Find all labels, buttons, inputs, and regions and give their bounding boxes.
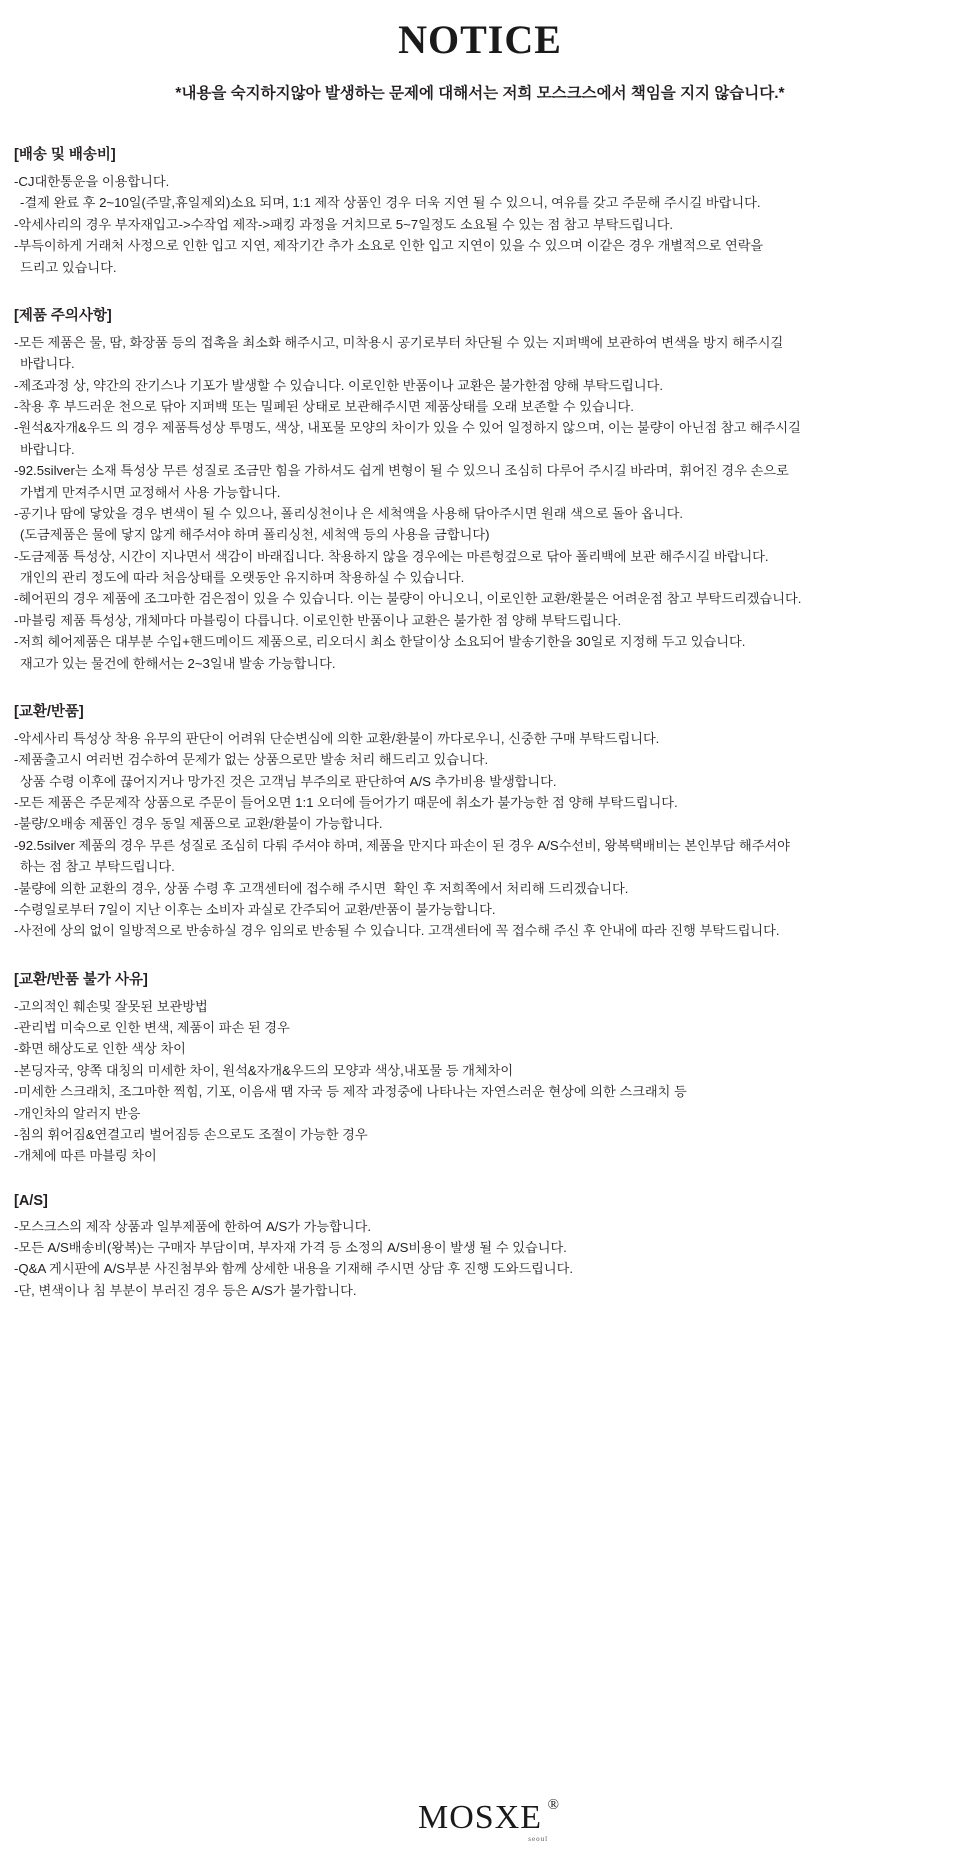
page-subtitle: *내용을 숙지하지않아 발생하는 문제에 대해서는 저희 모스크스에서 책임을 지지 않습니다.* [175, 85, 785, 102]
notice-line: -사전에 상의 없이 일방적으로 반송하실 경우 임의로 반송될 수 있습니다. 고객센터에 꼭 접수해 주신 후 안내에 따라 진행 부탁드립니다. [14, 923, 780, 939]
notice-line: 상품 수령 이후에 끊어지거나 망가진 것은 고객님 부주의로 판단하여 A/S 추가비용 발생합니다. [20, 773, 557, 789]
section-heading: [제품 주의사항] [14, 307, 112, 324]
notice-line: -저희 헤어제품은 대부분 수입+핸드메이드 제품으로, 리오더시 최소 한달이상 소요되어 발송기한을 30일로 지정해 두고 있습니다. [14, 634, 746, 650]
notice-line: -마블링 제품 특성상, 개체마다 마블링이 다릅니다. 이로인한 반품이나 교환은 불가한 점 양해 부탁드립니다. [14, 612, 622, 628]
notice-section [14, 143, 946, 278]
notice-line: -원석&자개&우드 의 경우 제품특성상 투명도, 색상, 내포물 모양의 차이가 있을 수 있어 일정하지 않으며, 이는 불량이 아닌점 참고 해주시길 [14, 420, 801, 436]
notice-line: -제품출고시 여러번 검수하여 문제가 없는 상품으로만 발송 처리 해드리고 있습니다. [14, 752, 489, 768]
notice-line: -부득이하게 거래처 사정으로 인한 입고 지연, 제작기간 추가 소요로 인한 입고 지연이 있을 수 있으며 이같은 경우 개별적으로 연락을 [14, 238, 764, 254]
notice-line: -92.5silver는 소재 특성상 무른 성질로 조금만 힘을 가하셔도 쉽게 변형이 될 수 있으니 조심히 다루어 주시길 바라며, 휘어진 경우 손으로 [14, 463, 789, 479]
notice-line: -개체에 따른 마블링 차이 [14, 1148, 157, 1164]
notice-line: 하는 점 참고 부탁드립니다. [20, 859, 175, 875]
notice-line: -공기나 땀에 닿았을 경우 변색이 될 수 있으나, 폴리싱천이나 은 세척액을 사용해 닦아주시면 원래 색으로 돌아 옵니다. [14, 505, 684, 521]
notice-content [0, 143, 960, 1301]
notice-line: -모든 제품은 주문제작 상품으로 주문이 들어오면 1:1 오더에 들어가기 때문에 취소가 불가능한 점 양해 부탁드립니다. [14, 795, 678, 810]
notice-line: -본딩자국, 양쪽 대칭의 미세한 차이, 원석&자개&우드의 모양과 색상,내포물 등 개체차이 [14, 1062, 514, 1078]
notice-line: -화면 해상도로 인한 색상 차이 [14, 1041, 186, 1057]
notice-line: 개인의 관리 정도에 따라 처음상태를 오랫동안 유지하며 착용하실 수 있습니다. [20, 570, 465, 585]
notice-section [14, 968, 946, 1167]
notice-line: -Q&A 게시판에 A/S부분 사진첨부와 함께 상세한 내용을 기재해 주시면 상담 후 진행 도와드립니다. [14, 1261, 574, 1277]
notice-line: -도금제품 특성상, 시간이 지나면서 색감이 바래집니다. 착용하지 않을 경우에는 마른헝겊으로 닦아 폴리백에 보관 해주시길 바랍니다. [14, 548, 769, 564]
notice-line: 가볍게 만져주시면 교정해서 사용 가능합니다. [20, 484, 281, 500]
notice-section [14, 304, 946, 674]
notice-line: -단, 변색이나 침 부분이 부러진 경우 등은 A/S가 불가합니다. [14, 1282, 357, 1298]
page-title: NOTICE [398, 17, 562, 62]
notice-line: -침의 휘어짐&연결고리 벌어짐등 손으로도 조절이 가능한 경우 [14, 1126, 368, 1142]
notice-line: -제조과정 상, 약간의 잔기스나 기포가 발생할 수 있습니다. 이로인한 반품이나 교환은 불가한점 양해 부탁드립니다. [14, 377, 664, 393]
brand-logo-sub: seoul [528, 1835, 549, 1843]
brand-logo [417, 1797, 560, 1843]
notice-line: -모든 A/S배송비(왕복)는 구매자 부담이며, 부자재 가격 등 소정의 A/S비용이 발생 될 수 있습니다. [14, 1240, 567, 1255]
notice-line: -악세사리 특성상 착용 유무의 판단이 어려워 단순변심에 의한 교환/환불이 까다로우니, 신중한 구매 부탁드립니다. [14, 730, 660, 746]
notice-section [14, 700, 946, 942]
notice-line: -92.5silver 제품의 경우 무른 성질로 조심히 다뤄 주셔야 하며, 제품을 만지다 파손이 된 경우 A/S수선비, 왕복택배비는 본인부담 해주셔야 [14, 837, 790, 853]
notice-line: 바랍니다. [20, 441, 75, 457]
notice-line: -고의적인 훼손및 잘못된 보관방법 [14, 998, 208, 1014]
notice-line: -착용 후 부드러운 천으로 닦아 지퍼백 또는 밀폐된 상태로 보관해주시면 제품상태를 오래 보존할 수 있습니다. [14, 399, 634, 414]
notice-line: 재고가 있는 물건에 한해서는 2~3일내 발송 가능합니다. [20, 655, 336, 671]
notice-line: -불량에 의한 교환의 경우, 상품 수령 후 고객센터에 접수해 주시면 확인 후 저희쪽에서 처리해 드리겠습니다. [14, 880, 629, 896]
notice-line: -불량/오배송 제품인 경우 동일 제품으로 교환/환불이 가능합니다. [14, 816, 383, 832]
section-heading: [교환/반품 불가 사유] [14, 971, 148, 988]
notice-line: 바랍니다. [20, 356, 75, 372]
notice-line: -헤어핀의 경우 제품에 조그마한 검은점이 있을 수 있습니다. 이는 불량이 아니오니, 이로인한 교환/환불은 어려운점 참고 부탁드리겠습니다. [14, 591, 802, 607]
notice-section [14, 1193, 946, 1302]
registered-mark-icon: ® [547, 1797, 560, 1813]
notice-line: -악세사리의 경우 부자재입고->수작업 제작->패킹 과정을 거치므로 5~7일정도 소요될 수 있는 점 참고 부탁드립니다. [14, 216, 674, 232]
notice-line: -결제 완료 후 2~10일(주말,휴일제외)소요 되며, 1:1 제작 상품인 경우 더욱 지연 될 수 있으니, 여유를 갖고 주문해 주시길 바랍니다. [20, 195, 761, 211]
notice-line: 드리고 있습니다. [20, 259, 117, 275]
notice-line: (도금제품은 물에 닿지 않게 해주셔야 하며 폴리싱천, 세척액 등의 사용을 금합니다) [20, 527, 490, 543]
notice-line: -모든 제품은 물, 땀, 화장품 등의 접촉을 최소화 해주시고, 미착용시 공기로부터 차단될 수 있는 지퍼백에 보관하여 변색을 방지 해주시길 [14, 334, 784, 350]
notice-line: -수령일로부터 7일이 지난 이후는 소비자 과실로 간주되어 교환/반품이 불가능합니다. [14, 901, 496, 917]
notice-line: -개인차의 알러지 반응 [14, 1105, 141, 1121]
section-heading: [배송 및 배송비] [14, 147, 116, 163]
notice-line: -관리법 미숙으로 인한 변색, 제품이 파손 된 경우 [14, 1020, 290, 1035]
footer-logo [0, 1797, 960, 1843]
notice-line: -모스크스의 제작 상품과 일부제품에 한하여 A/S가 가능합니다. [14, 1218, 372, 1234]
brand-logo-text: MOSXE [417, 1799, 543, 1836]
section-heading: [교환/반품] [14, 703, 84, 720]
section-heading: [A/S] [14, 1192, 48, 1209]
notice-line: -미세한 스크래치, 조그마한 찍힘, 기포, 이음새 땜 자국 등 제작 과정중에 나타나는 자연스러운 현상에 의한 스크래치 등 [14, 1084, 687, 1100]
notice-line: -CJ대한통운을 이용합니다. [14, 174, 170, 189]
